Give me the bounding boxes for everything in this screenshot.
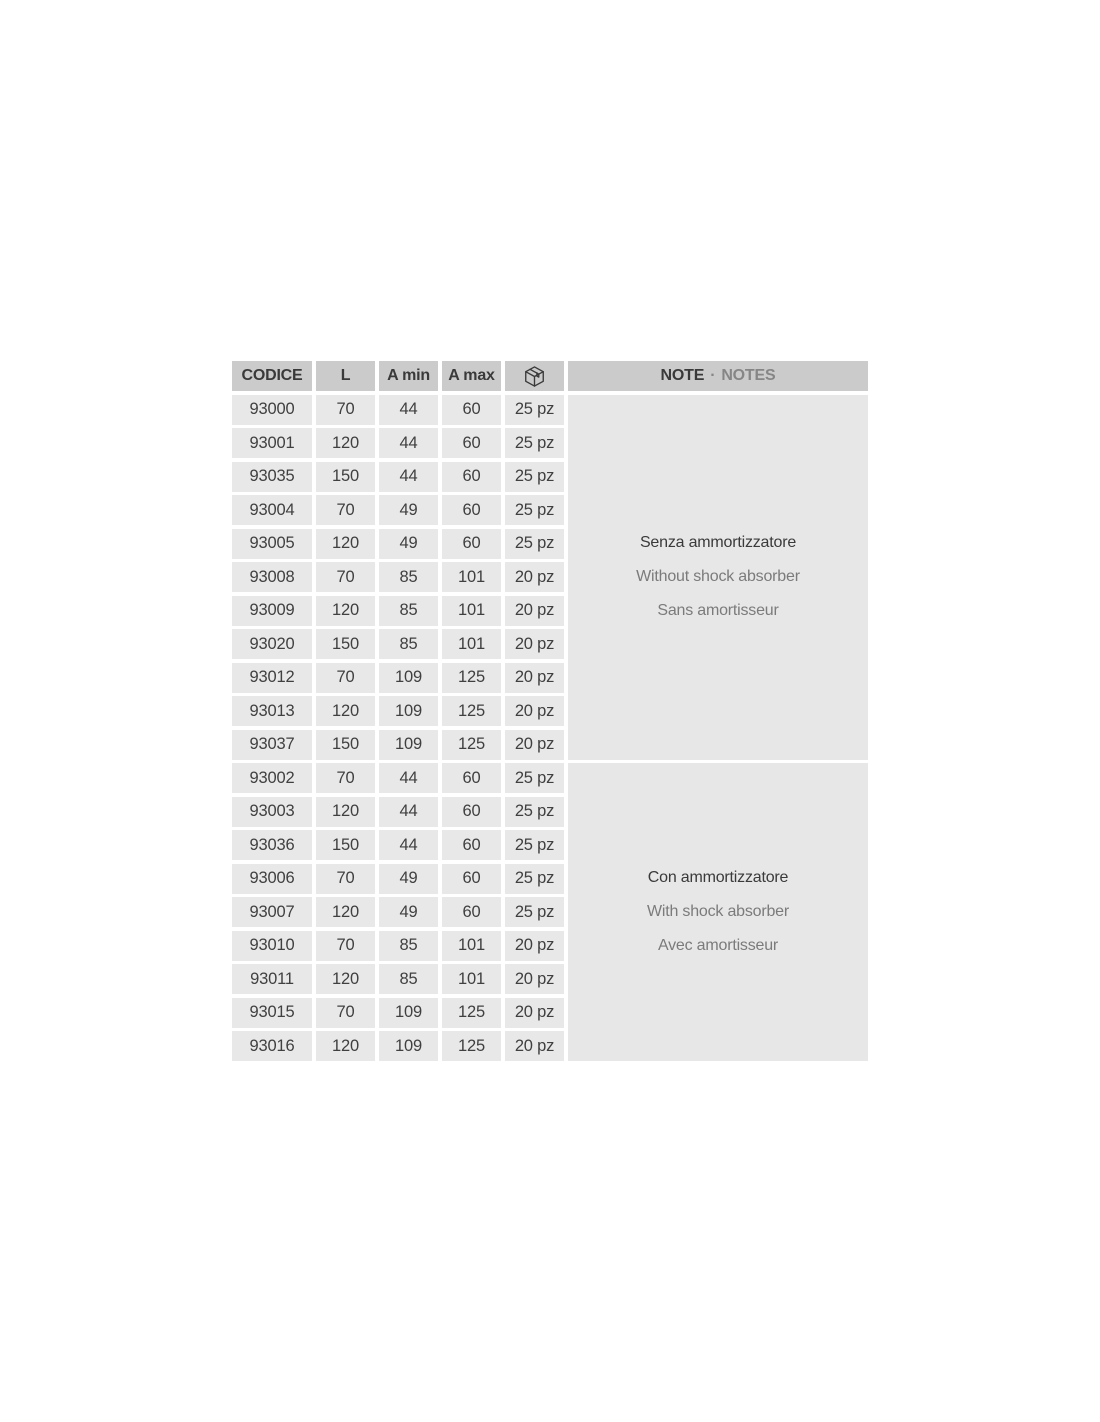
code-cell: 93009	[232, 596, 312, 626]
code-cell: 93015	[232, 998, 312, 1028]
a-max-cell: 125	[442, 1031, 501, 1061]
header-note-separator: ·	[710, 367, 716, 384]
length-cell: 70	[316, 931, 375, 961]
a-max-cell: 125	[442, 663, 501, 693]
a-min-cell: 109	[379, 696, 438, 726]
length-cell: 150	[316, 462, 375, 492]
pack-quantity-cell: 20 pz	[505, 998, 564, 1028]
note-title-it: Con ammortizzatore	[647, 869, 789, 886]
a-min-cell: 85	[379, 596, 438, 626]
code-cell: 93035	[232, 462, 312, 492]
pack-quantity-cell: 20 pz	[505, 596, 564, 626]
pack-quantity-cell: 25 pz	[505, 529, 564, 559]
a-max-cell: 60	[442, 495, 501, 525]
a-min-cell: 85	[379, 629, 438, 659]
a-min-cell: 49	[379, 897, 438, 927]
pack-quantity-cell: 20 pz	[505, 562, 564, 592]
header-length	[316, 361, 375, 391]
length-cell: 120	[316, 964, 375, 994]
header-a-min-label: A min	[387, 367, 430, 384]
pack-quantity-cell: 20 pz	[505, 730, 564, 760]
pack-quantity-cell: 25 pz	[505, 830, 564, 860]
product-table	[232, 361, 868, 1061]
header-codice-label: CODICE	[241, 367, 303, 384]
note-subtitle-fr: Sans amortisseur	[657, 602, 779, 619]
note-title-it: Senza ammortizzatore	[639, 534, 797, 551]
code-cell: 93013	[232, 696, 312, 726]
length-cell: 70	[316, 763, 375, 793]
code-cell: 93004	[232, 495, 312, 525]
header-a-max	[442, 361, 501, 391]
code-cell: 93012	[232, 663, 312, 693]
a-min-cell: 109	[379, 730, 438, 760]
length-cell: 70	[316, 495, 375, 525]
a-min-cell: 49	[379, 529, 438, 559]
a-min-cell: 85	[379, 931, 438, 961]
table-section	[232, 763, 868, 1061]
a-min-cell: 44	[379, 763, 438, 793]
table-section	[232, 395, 868, 760]
a-max-cell: 60	[442, 462, 501, 492]
pack-quantity-cell: 25 pz	[505, 864, 564, 894]
a-max-cell: 60	[442, 864, 501, 894]
code-cell: 93006	[232, 864, 312, 894]
pack-quantity-cell: 20 pz	[505, 931, 564, 961]
length-cell: 120	[316, 696, 375, 726]
a-min-cell: 44	[379, 428, 438, 458]
a-max-cell: 60	[442, 797, 501, 827]
code-cell: 93007	[232, 897, 312, 927]
a-max-cell: 101	[442, 964, 501, 994]
code-cell: 93000	[232, 395, 312, 425]
code-cell: 93011	[232, 964, 312, 994]
length-cell: 120	[316, 529, 375, 559]
code-cell: 93037	[232, 730, 312, 760]
pack-quantity-cell: 25 pz	[505, 395, 564, 425]
note-subtitle-en: With shock absorber	[646, 903, 790, 920]
a-max-cell: 60	[442, 395, 501, 425]
table-header-row	[232, 361, 868, 391]
a-max-cell: 125	[442, 696, 501, 726]
length-cell: 150	[316, 730, 375, 760]
code-cell: 93001	[232, 428, 312, 458]
a-max-cell: 60	[442, 897, 501, 927]
pack-quantity-cell: 20 pz	[505, 964, 564, 994]
a-min-cell: 109	[379, 998, 438, 1028]
pack-quantity-cell: 25 pz	[505, 495, 564, 525]
code-cell: 93005	[232, 529, 312, 559]
code-cell: 93003	[232, 797, 312, 827]
a-min-cell: 85	[379, 562, 438, 592]
code-cell: 93002	[232, 763, 312, 793]
a-min-cell: 44	[379, 797, 438, 827]
a-max-cell: 101	[442, 596, 501, 626]
a-max-cell: 60	[442, 830, 501, 860]
pack-quantity-cell: 25 pz	[505, 797, 564, 827]
header-length-label: L	[340, 367, 351, 384]
a-max-cell: 60	[442, 763, 501, 793]
code-cell: 93036	[232, 830, 312, 860]
length-cell: 70	[316, 395, 375, 425]
length-cell: 120	[316, 596, 375, 626]
code-cell: 93010	[232, 931, 312, 961]
note-subtitle-en: Without shock absorber	[636, 568, 800, 585]
length-cell: 120	[316, 897, 375, 927]
a-max-cell: 101	[442, 562, 501, 592]
length-cell: 150	[316, 629, 375, 659]
header-note	[568, 361, 868, 391]
a-min-cell: 109	[379, 1031, 438, 1061]
a-min-cell: 49	[379, 864, 438, 894]
header-codice	[232, 361, 312, 391]
header-a-max-label: A max	[448, 367, 495, 384]
header-pack-quantity	[505, 361, 564, 391]
a-max-cell: 101	[442, 931, 501, 961]
note-cell	[568, 763, 868, 1061]
a-max-cell: 101	[442, 629, 501, 659]
pack-quantity-cell: 25 pz	[505, 897, 564, 927]
header-a-min	[379, 361, 438, 391]
header-notes-label: NOTES	[721, 367, 776, 384]
a-min-cell: 49	[379, 495, 438, 525]
length-cell: 120	[316, 428, 375, 458]
a-min-cell: 44	[379, 462, 438, 492]
pack-quantity-cell: 20 pz	[505, 696, 564, 726]
length-cell: 120	[316, 1031, 375, 1061]
a-max-cell: 125	[442, 998, 501, 1028]
length-cell: 70	[316, 663, 375, 693]
note-cell	[568, 395, 868, 760]
code-cell: 93008	[232, 562, 312, 592]
note-subtitle-fr: Avec amortisseur	[657, 937, 779, 954]
length-cell: 120	[316, 797, 375, 827]
a-min-cell: 44	[379, 395, 438, 425]
code-cell: 93016	[232, 1031, 312, 1061]
a-max-cell: 60	[442, 529, 501, 559]
pack-quantity-cell: 25 pz	[505, 462, 564, 492]
pack-quantity-cell: 20 pz	[505, 629, 564, 659]
length-cell: 70	[316, 998, 375, 1028]
a-min-cell: 44	[379, 830, 438, 860]
a-max-cell: 60	[442, 428, 501, 458]
package-icon	[522, 364, 547, 389]
table-body	[232, 395, 868, 1062]
pack-quantity-cell: 20 pz	[505, 663, 564, 693]
code-cell: 93020	[232, 629, 312, 659]
header-note-label: NOTE	[660, 367, 705, 384]
pack-quantity-cell: 25 pz	[505, 428, 564, 458]
pack-quantity-cell: 25 pz	[505, 763, 564, 793]
a-min-cell: 85	[379, 964, 438, 994]
length-cell: 70	[316, 864, 375, 894]
length-cell: 150	[316, 830, 375, 860]
length-cell: 70	[316, 562, 375, 592]
pack-quantity-cell: 20 pz	[505, 1031, 564, 1061]
a-max-cell: 125	[442, 730, 501, 760]
a-min-cell: 109	[379, 663, 438, 693]
